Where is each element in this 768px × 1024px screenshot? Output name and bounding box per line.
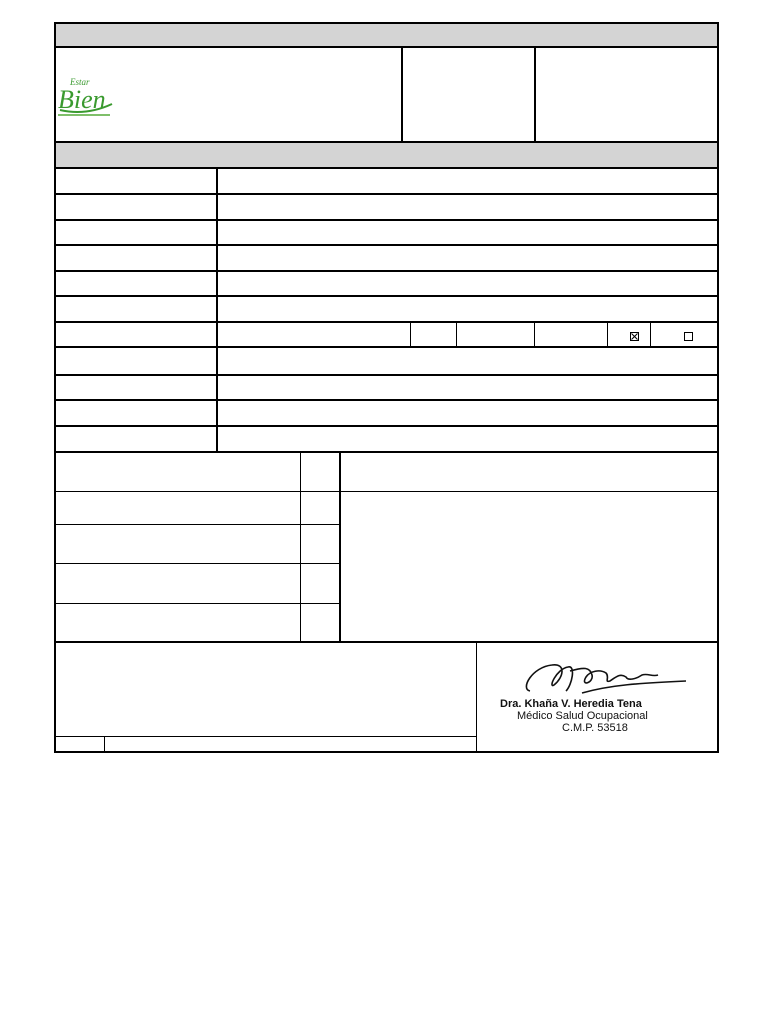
svg-text:Estar: Estar (70, 77, 90, 87)
checkbox-unchecked[interactable] (684, 332, 693, 341)
checkbox-checked[interactable] (630, 332, 639, 341)
doctor-registration: C.M.P. 53518 (562, 722, 628, 734)
section-header-bar (55, 143, 718, 168)
doctor-title: Médico Salud Ocupacional (517, 710, 648, 722)
svg-text:Bien: Bien (58, 85, 106, 114)
estar-bien-logo (56, 74, 116, 120)
doctor-name: Dra. Khaña V. Heredia Tena (500, 698, 642, 710)
form-title-bar (55, 23, 718, 47)
